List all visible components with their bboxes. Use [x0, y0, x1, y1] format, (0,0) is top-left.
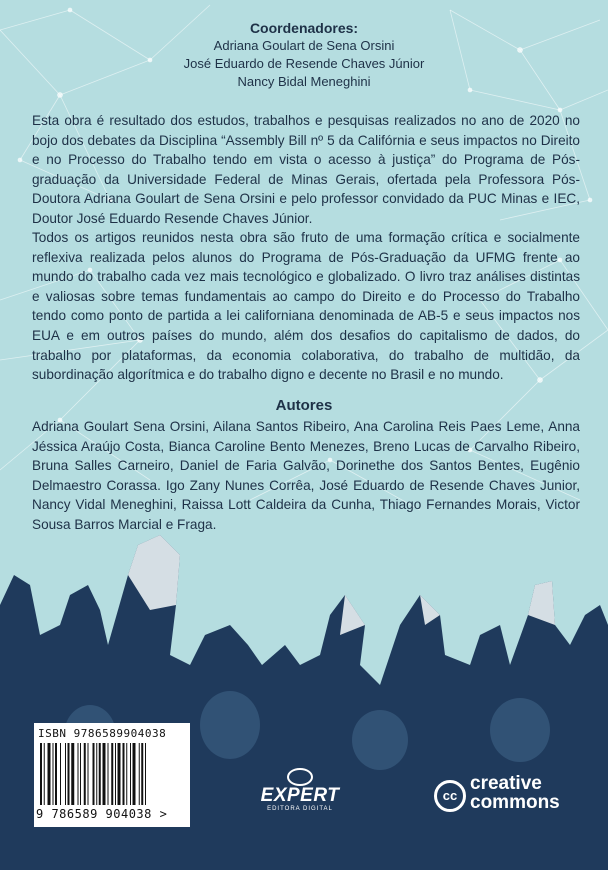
publisher-logo-name: EXPERT	[260, 785, 340, 806]
publisher-logo-subtitle: EDITORA DIGITAL	[267, 806, 333, 812]
summary-paragraph: Todos os artigos reunidos nesta obra são fruto de uma formação crítica e socialmente reflexiva realizada pelos alunos do Programa de Pós-Graduação da UFMG frente ao mundo do trabalho cada vez mais tecnológico e globalizado. O livro traz análises distintas e valiosas sobre temas fundamentais ao campo do Direito e do Processo do Trabalho tendo como ponto de partida a lei californiana denominada de AB-5 e seus impactos nos EUA e em outros países do mundo, além dos desafios do capitalismo de dados, do trabalho por plataformas, da economia colaborativa, do trabalho de multidão, da subordinação algorítmica e do trabalho digno e decente no Brasil e no mundo.	[32, 230, 580, 383]
intro-paragraph: Esta obra é resultado dos estudos, trabalhos e pesquisas realizados no ano de 2020 no bojo dos debates da Disciplina “Assembly Bill nº 5 da Califórnia e seus impactos no Direito e no Processo do Trabalho tendo em vista o acesso à justiça” do Programa de Pós-graduação da Universidade Federal de Minas Gerais, ofertada pela Professora Pós-Doutora Adriana Goulart de Sena Orsini e pelo professor convidado da PUC Minas e IEC, Doutor José Eduardo Resende Chaves Júnior.	[32, 113, 580, 226]
barcode-digits: 9 786589 904038 >	[36, 807, 168, 821]
authors-title: Autores	[275, 397, 333, 414]
cc-line2: commons	[470, 792, 560, 813]
isbn-label: ISBN 9786589904038	[38, 727, 167, 740]
expert-logo-icon	[287, 768, 313, 786]
creative-commons-wordmark	[470, 774, 590, 812]
coordinator-name: Adriana Goulart de Sena Orsini	[213, 38, 395, 53]
authors-list: Adriana Goulart Sena Orsini, Ailana Santos Ribeiro, Ana Carolina Reis Paes Leme, Anna Jéssica Araújo Costa, Bianca Caroline Bento Menezes, Breno Lucas de Carvalho Ribeiro, Bruna Salles Carneiro, Daniel de Faria Galvão, Dorinethe dos Santos Bentes, Eugênio Delmaestro Corassa. Igo Zany Nunes Corrêa, José Eduardo de Resende Chaves Junior, Nancy Vidal Meneghini, Raissa Lott Caldeira da Cunha, Thiago Fernandes Morais, Victor Sousa Barros Marcial e Fraga.	[32, 419, 580, 532]
coordinators-title: Coordenadores:	[249, 20, 359, 36]
coordinator-name: José Eduardo de Resende Chaves Júnior	[183, 56, 425, 71]
coordinators-block	[40, 19, 568, 91]
creative-commons-icon: cc	[434, 780, 466, 812]
isbn-barcode	[34, 723, 190, 827]
barcode-bars	[40, 743, 184, 805]
coordinator-name: Nancy Bidal Meneghini	[237, 74, 371, 89]
cc-line1: creative	[470, 773, 542, 794]
